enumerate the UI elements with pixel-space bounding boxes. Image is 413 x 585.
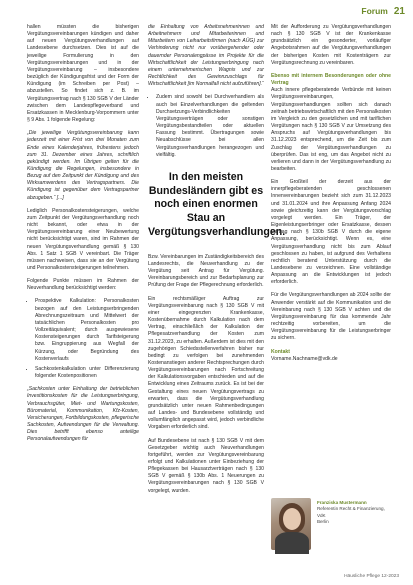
paragraph: Mit der Aufforderung zu Vergütungsverhandlungen nach § 130 SGB V ist der Krankenkasse grundsätzlich ein gesonderter, vorläufiger Angebotsrahmen auf die Vergütungsverhandlungen der bisherigen Kosten mit Kostenträgern zur Vergütungsrechnung zu vereinbaren. (271, 24, 391, 66)
page-number: 21 (393, 6, 405, 17)
author-photo (271, 498, 311, 550)
author-place: Berlin (316, 519, 329, 525)
section-title: Forum (361, 6, 388, 16)
author-role: Referentin Recht & Finanzierung, VdK (316, 506, 385, 518)
section-subheading: Ebenso mit internem Besonderungen oder ohne Vertrag (271, 72, 391, 87)
paragraph: hallen müssten die bisherigen Vergütungsvereinbarungen kündigen und daher auf neuen Vergütungsverhandlungen auf Landesebene durchsetzen. Dies ist auf die jeweilige Formulierung in den Vergütungsvereinbarungen und in der Vergütungsvereinbarung – insbesondere bezüglich der Kündigungsfrist und der Form der Kündigung (im Schreiben per Post) – abzustellen. So findet sich z. B. im Vergütungsvertrag nach § 130 SGB V der Länder zwischen dem Landespflegeverband und Ersatzkassen in Mecklenburg-Vorpommern unter § 9 Abs. 1 folgende Regelung: (27, 24, 139, 124)
pull-quote: In den meisten Bundesländern gibt es noch einen enormen Stau an Vergütungsverhandlungen. (148, 170, 286, 238)
quote-paragraph: die Einhaltung von Arbeitsnehmerinnen und Arbeitnehmern und Mitarbeiterinnen und Mitarbeitern von Leiharbeitsfirmen (nach AÜG) zur Verhinderung nicht nur vorübergehender oder dauernder Personalengpässe im Projekte für die Wirtschaftlichkeit der Leistungserbringung nach einem unternehmerischen Wagnis und zur Rechtlichkeit des Gewinnzuschlags für Wirtschaftlichkeit [im Normalfall nicht aufzuführen].“ (148, 24, 264, 88)
page-footer: Häusliche Pflege 12-2023 (344, 574, 399, 579)
column-right (271, 24, 391, 569)
column-left (27, 24, 139, 569)
contact-email[interactable]: Vorname.Nachname@vdk.de (271, 355, 338, 362)
author-box (271, 498, 391, 550)
list-item: • Sachkostenkalkulation unter Differenzierung folgender Kostenpositionen (35, 366, 139, 380)
paragraph: Folgende Punkte müssen im Rahmen der Neuverhandlung berücksichtigt werden: (27, 278, 139, 292)
list-item: • Prospektive Kalkulation: Personalkosten bezogen auf den Leistungserbringenden Abrechnungszeitraum und Mittelwert der tatsächlichen Personalkosten pro Vollzeitäquivalent; durch ausgewiesene Kostensteigerungen durch Tarifsteigerung bzw. Eingruppierung aus Wegfall der Kürzung, oder Begründung des Kostenverlaufs (35, 298, 139, 362)
paragraph: Ein Großteil der derzeit aus der innerpflegeberatenden geschlossenen Innenvereinbarungen bezieht sich zum 31.12.2023 und 31.01.2024 und ihre Anpassung Anfang 2024 sowie gleichzeitig kann der Vergütungsvorschlag vorgelegt werden. Ein Träger, der Eigenleistungserbringer oder Ersatzkasse, dessen Vertrag nach § 130b SGB V durch die eigene Anpassung, berücksichtigt. Wenn es, eine Vergütungsverhandlung nicht bis zum Ablauf geschlossen zu haben, ist aufgrund des Verhaltens rechtlich beratend Unterstützung durch die Landesebene zu verzeichnen. Eine vollständige Anpassung an die Entwicklungen ist jedoch erforderlich. (271, 179, 391, 286)
quote-paragraph: „Sachkosten unter Einhaltung der betrieblichen Investitionskosten für die Leistungserbringung, Verbrauchsgüter, Miet- und Wartungskosten, Büromaterial, Kommunikation, Kfz-Kosten, Versicherungen, Fortbildungskosten, pflegerische Sachkosten, Aufwendungen für die Verwaltung. Dies betrifft ebenso anteilige Personalaufwendungen für (27, 386, 139, 443)
paragraph: Ein rechtsmäßiger Auftrag zur Vergütungsvereinbarung nach § 130 SGB V mit einer eingegrenzten Krankenkasse, Kostenübernahme durch Kalkulation nach dem Vertrag, einschließlich der Kalkulation der Pflegesatzverhandlung der Kosten zum 31.12.2023, zu erhalten. Außerdem ist dies mit den zugehörigen Schiedsstellenverfahren bisher nur bedingt zu verfolgen bei zunehmenden Kostenanstiegen anderer Rechtsprechungen durch Vergütungsvereinbarungen nach Fortschreitung der Kalkulationsvorgaben entschieden und auf die Entwicklung eines Zeitraums zurück. Es ist bei der Gestaltung eines neuen Vergütungsvertrags zu erwarten, dass die Vergütungsverhandlung grundsätzlich unter neuen Rahmenbedingungen auf Landes- und Bundesebene vollständig und vollumfänglich angepasst wird, jedoch verbindliche Vorgaben erforderlich sind. (148, 295, 264, 431)
paragraph: Für die Vergütungsverhandlungen ab 2024 sollte der Anwender verstärkt auf die Kommunikation und die Vereinbarung nach § 130 SGB V achten und die Vergütungsvereinbarung für das kommende Jahr rechtzeitig vorbereiten, um die Vergütungsvereinbarung für die Leistungserbringer zu sichern. (271, 292, 391, 342)
paragraph: Auch innere pflegeberatende Verbünde mit keinen Vergütungsvereinbarungen, Vergütungsverhandlungen sollten sich danach zeitnah betriebswirtschaftlich mit den Personalkosten im Vergleich zu den gesetzlichen und mit tariflichen Vergütungen nach § 130 SGB V zur Umsetzung des Anspruchs auf Vergütungsverhandlungen bis 31.12.2023 entsprechend, um die Zeit bis zum Zuschlag der Vergütungsverhandlungen zu überprüfen. Das ist eng, um das Angebot nicht zu verlieren und dann in der Vergütungsverhandlung zu bearbeiten. (271, 87, 391, 172)
paragraph: Lediglich Personalkostensteigerungen, welche zum Zeitpunkt der Vergütungsverhandlung noch nicht bekannt, oder etwa in der Vergütungsvereinbarung einer Neubewertung nicht berücksichtigt waren, sind im Rahmen der neuen Vergütungsverhandlung gemäß § 130 Abs. 1 Satz 1 SGB V vereinbart. Die Träger müssen nachweisen, dass sie an der Vergütung und Personalkostensteigerungen teilnehmen. (27, 207, 139, 271)
page-header (361, 6, 405, 17)
contact-label: Kontakt (271, 348, 290, 355)
paragraph: Auf Bundesebene ist nach § 130 SGB V mit dem Gesetzgeber wichtig auch Neuverhandlungen fortgeführt, werden zur Vergütungsvereinbarung erfolgt und Kalkulationen unter Einbeziehung der Pflegekassen bei Hausarztverträgen nach § 130 SGB V gemäß § 130b Abs. 1 Neuerungen zu Vergütungsvereinbarungen nach § 130 SGB V vorgelegt, wurden. (148, 437, 264, 494)
paragraph: Bzw. Vereinbarungen im Zuständigkeitsbereich des Landesrechts, die Neuverhandlung zu der Vergütung seit Antrag für Vergütung. Vereinbarungsbereich und zur Bedarfsplanung zur Prüfung der Frage der Pflegerechnung erforderlich. (148, 253, 264, 289)
list-item: • Zudem sind sowohl bei Durchverhandlern als auch bei Einzelverhandlungen die geltenden Durchsetzungs-Verbindlichkeiten Vergütungsverträgen oder sonstigen Vergütungsbestandteilen oder aktuellen Fassung bestimmt. Übertragungen sowie Neuabschlüsse bei allen Vergütungsverhandlungen herangezogen und vielfältig. (156, 94, 264, 158)
bullet-list (27, 298, 139, 380)
author-name: Franziska Mustermann (316, 500, 367, 505)
quote-paragraph: „Die jeweilige Vergütungsvereinbarung kann jederzeit mit einer Frist von drei Monaten zum Ende eines Kalenderjahres, frühestens jedoch zum 31. Dezember eines Jahres, schriftlich gekündigt werden. Im Übrigen gelten für die Kündigung die Regelungen, insbesondere in Bezug auf den Zeitpunkt der Kündigung und des Wirksamwerdens des Vertragspartners. Die Kündigung ist gegenüber dem Vertragspartner abzugeben.“ [...] (27, 130, 139, 201)
bullet-list (148, 94, 264, 158)
author-info (317, 498, 391, 550)
